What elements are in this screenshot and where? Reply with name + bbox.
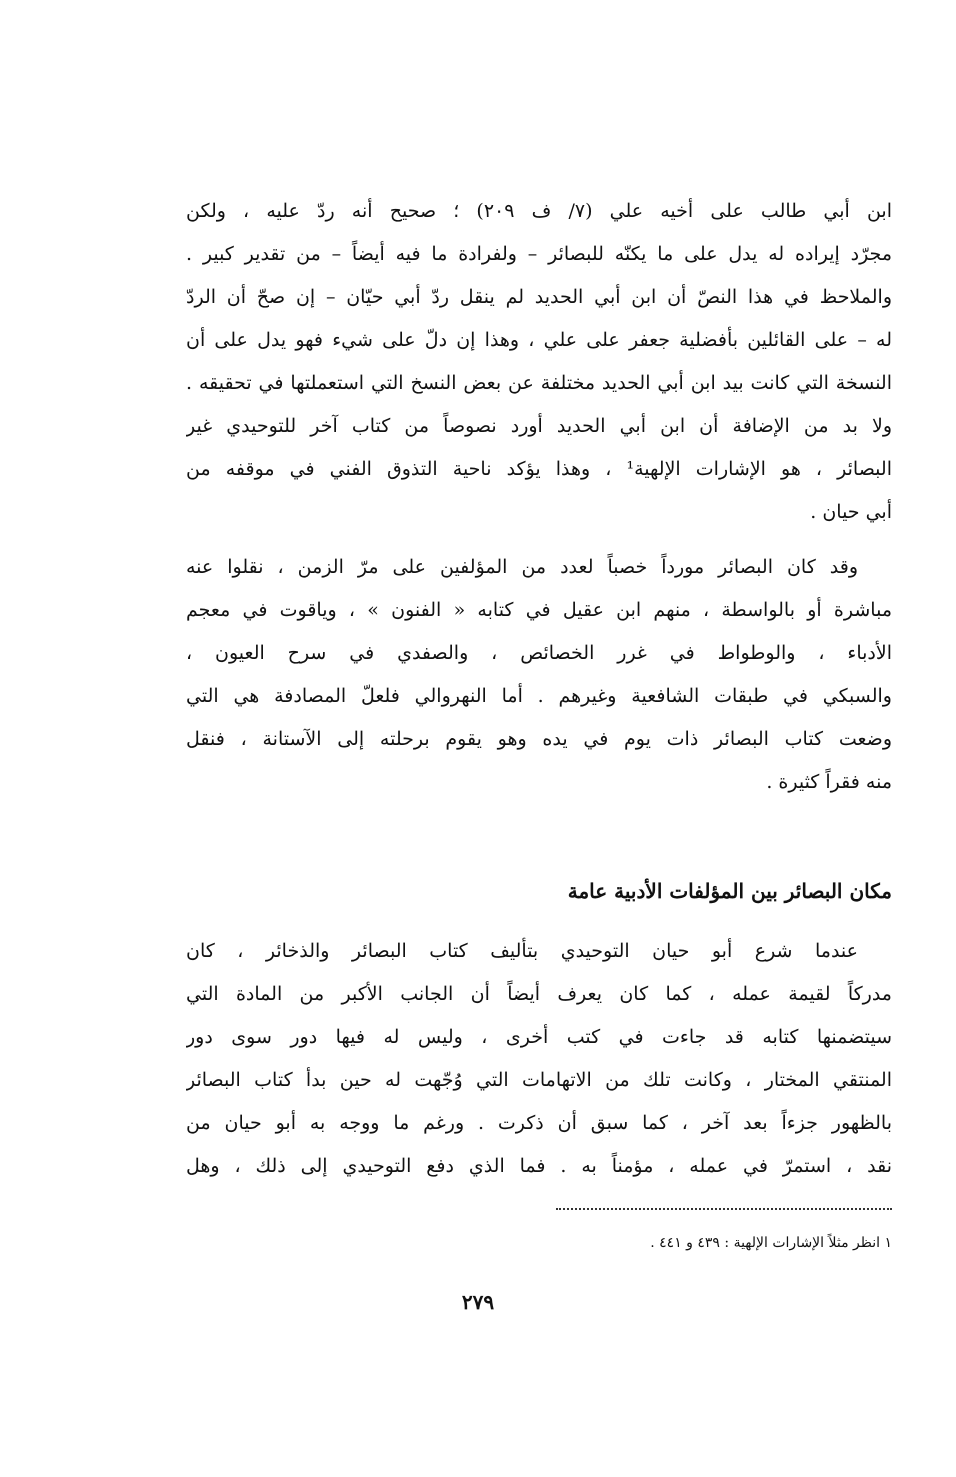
- paragraph-line: أبي حيان .: [810, 501, 892, 523]
- paragraph-line: البصائر ، هو الإشارات الإلهية¹ ، وهذا يؤكد ناحية التذوق الفني في موقفه من: [186, 458, 892, 480]
- paragraph-line: مباشرة أو بالواسطة ، منهم ابن عقيل في كتابه « الفنون » ، وياقوت في معجم: [186, 599, 892, 621]
- paragraph-line: بالظهور جزءاً بعد آخر ، كما سبق أن ذكرت . ورغم ما ووجه به أبو حيان من: [186, 1112, 892, 1134]
- paragraph-line: وقد كان البصائر مورداً خصباً لعدد من المؤلفين على مرّ الزمن ، نقلوا عنه: [186, 556, 858, 578]
- paragraph-line: عندما شرع أبو حيان التوحيدي بتأليف كتاب البصائر والذخائر ، كان: [186, 940, 858, 962]
- paragraph-line: مدركاً لقيمة عمله ، كما كان يعرف أيضاً أن الجانب الأكبر من المادة التي: [186, 983, 892, 1005]
- paragraph-line: والسبكي في طبقات الشافعية وغيرهم . أما النهروالي فلعلّ المصادفة هي التي: [186, 685, 892, 707]
- paragraph-2: [186, 546, 892, 804]
- page-number: ٢٧٩: [461, 1290, 495, 1314]
- paragraph-line: له – على القائلين بأفضلية جعفر على علي ، وهذا إن دلّ على شيء فهو يدل على أن: [186, 329, 892, 351]
- paragraph-line: منه فقراً كثيرة .: [766, 771, 892, 793]
- paragraph-line: ولا بد من الإضافة أن ابن أبي الحديد أورد نصوصاً من كتاب آخر للتوحيدي غير: [186, 415, 892, 437]
- paragraph-line: مجرّد إيراده له يدل على ما يكنّه للبصائر – ولفرادة ما فيه أيضاً – من تقدير كبير .: [186, 243, 892, 265]
- paragraph-3: [186, 930, 892, 1188]
- paragraph-line: ابن أبي طالب على أخيه علي (٧/ ف ٢٠٩) ؛ صحيح أنه ردّ عليه ، ولكن: [186, 200, 892, 222]
- paragraph-line: والملاحظ في هذا النصّ أن ابن أبي الحديد لم ينقل ردّ أبي حيّان – إن صحّ أن الردّ: [186, 286, 892, 308]
- section-heading: مكان البصائر بين المؤلفات الأدبية عامة: [567, 879, 892, 903]
- paragraph-line: النسخة التي كانت بيد ابن أبي الحديد مختلفة عن بعض النسخ التي استعملتها في تحقيقه .: [186, 372, 892, 394]
- paragraph-1: [186, 190, 892, 534]
- footnote-divider: [556, 1208, 892, 1210]
- footnote: ١ انظر مثلاً الإشارات الإلهية : ٤٣٩ و ٤٤١ .: [650, 1235, 892, 1251]
- paragraph-line: سيتضمنها كتابه قد جاءت في كتب أخرى ، وليس له فيها دور سوى دور: [186, 1026, 892, 1048]
- paragraph-line: الأدباء ، والوطواط في غرر الخصائص ، والصفدي في سرح العيون ،: [186, 642, 892, 664]
- paragraph-line: المنتقي المختار ، وكانت تلك من الاتهامات التي وُجّهت له حين بدأ كتاب البصائر: [186, 1069, 892, 1091]
- paragraph-line: وضعت كتاب البصائر ذات يوم في يده وهو يقوم برحلته إلى الآستانة ، فنقل: [186, 728, 892, 750]
- paragraph-line: نقد ، استمرّ في عمله ، مؤمناً به . فما الذي دفع التوحيدي إلى ذلك ، وهل: [186, 1155, 892, 1177]
